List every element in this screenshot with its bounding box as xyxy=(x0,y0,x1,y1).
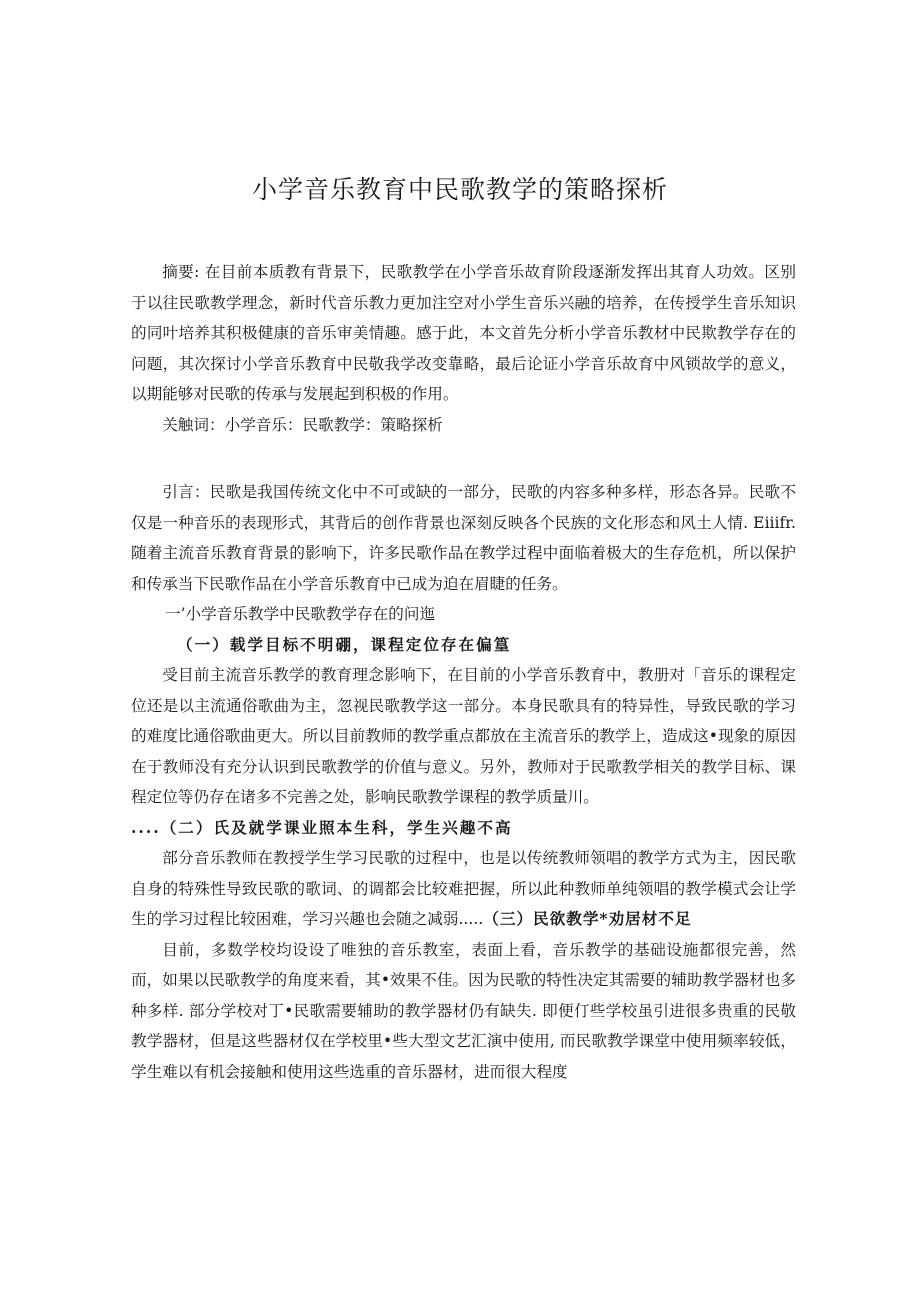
subsection-heading-3: （三）民欲教学*劝居材不足 xyxy=(483,909,692,928)
subsection-2-text: 部分音乐教师在教授学生学习民歌的过程中，也是以传统教师领唱的教学方式为主，因民歌自身的特殊性导致民歌的歌词、的调都会比较难把握，所以此种教师单纯领唱的教学模式会让学生的学习过程比较困难，学习兴趣也会随之减弱..... xyxy=(131,849,796,928)
abstract-paragraph: 摘要: 在目前本质教有背景下，民歌教学在小学音乐故育阶段逐渐发挥出其育人功效。区别于以往民歌教学理念，新时代音乐教力更加注空对小学生音乐兴融的培养，在传授学生音乐知识的同叶培养其积极健康的音乐审美情趣。感于此，本文首先分析小学音乐教材中民欺教学存在的问题，其次探讨小学音乐教育中民敬我学改变靠略，最后论证小学音乐故育中风锁故学的意义，以期能够对民歌的传承与发展起到积极的作用。 xyxy=(131,263,796,403)
section-heading-1: 一’小学音乐教学中民歌教学存在的问迤 xyxy=(165,605,436,623)
abstract-block xyxy=(131,257,796,440)
document-title: 小学音乐教育中民歌教学的策略探析 xyxy=(251,175,668,204)
keywords-line: 关触词：小学音乐：民歌教学：策略探析 xyxy=(162,415,443,434)
intro-paragraph: 引言：民歌是我国传统文化中不可或缺的一部分，民歌的内容多种多样，形态各异。民歌不仅是一种音乐的表现形式，其背后的创作背景也深刻反映各个民族的文化形态和风土人情. Eiiifr.随着主流音乐教育背景的影响下，许多民歌作品在教学过程中面临着极大的生存危机，所以保护和传承当下民歌作品在小学音乐教育中已成为迫在眉睫的任务。 xyxy=(131,483,796,593)
subsection-heading-2: ....（二）氏及就学课业照本生科，学生兴趣不高 xyxy=(131,817,513,837)
subsection-2-body xyxy=(131,843,796,935)
subsection-heading-1: （一）载学目标不明硼，课程定位存在偏篁 xyxy=(177,634,512,654)
subsection-3-body: 目前，多数学校均设设了唯独的音乐教室，表面上看，音乐教学的基础设施都很完善，然而，如果以民歌教学的角度来看，其•效果不佳。因为民歌的特性决定其需要的辅助教学器材也多种多样. 部分学校对丁•民歌需要辅助的教学器材仍有缺失. 即便仃些学校虽引进很多贵重的民敬教学器材，但是这些器材仅在学校里•些大型文艺汇演中使用, 而民歌教学课堂中使用频率较低，学生难以有机会接触和使用这些选重的音乐器材，进而很大程度 xyxy=(131,940,796,1081)
subsection-1-body: 受目前主流音乐教学的教育理念影响下，在目前的小学音乐教育中，教册对「音乐的课程定位还是以主流通俗歌曲为主，忽视民歌教学这一部分。本身民歌具有的特异性，导致民歌的学习的难度比通俗歌曲更大。所以目前教师的教学重点都放在主流音乐的教学上，造成这•现象的原因在于教师没有充分认识到民歌教学的价值与意义。另外，教师对于民歌教学相关的教学目标、课程定位等仍存在诸多不完善之处，影响民歌教学课程的教学质量川。 xyxy=(131,666,796,806)
body-block xyxy=(131,477,796,1087)
